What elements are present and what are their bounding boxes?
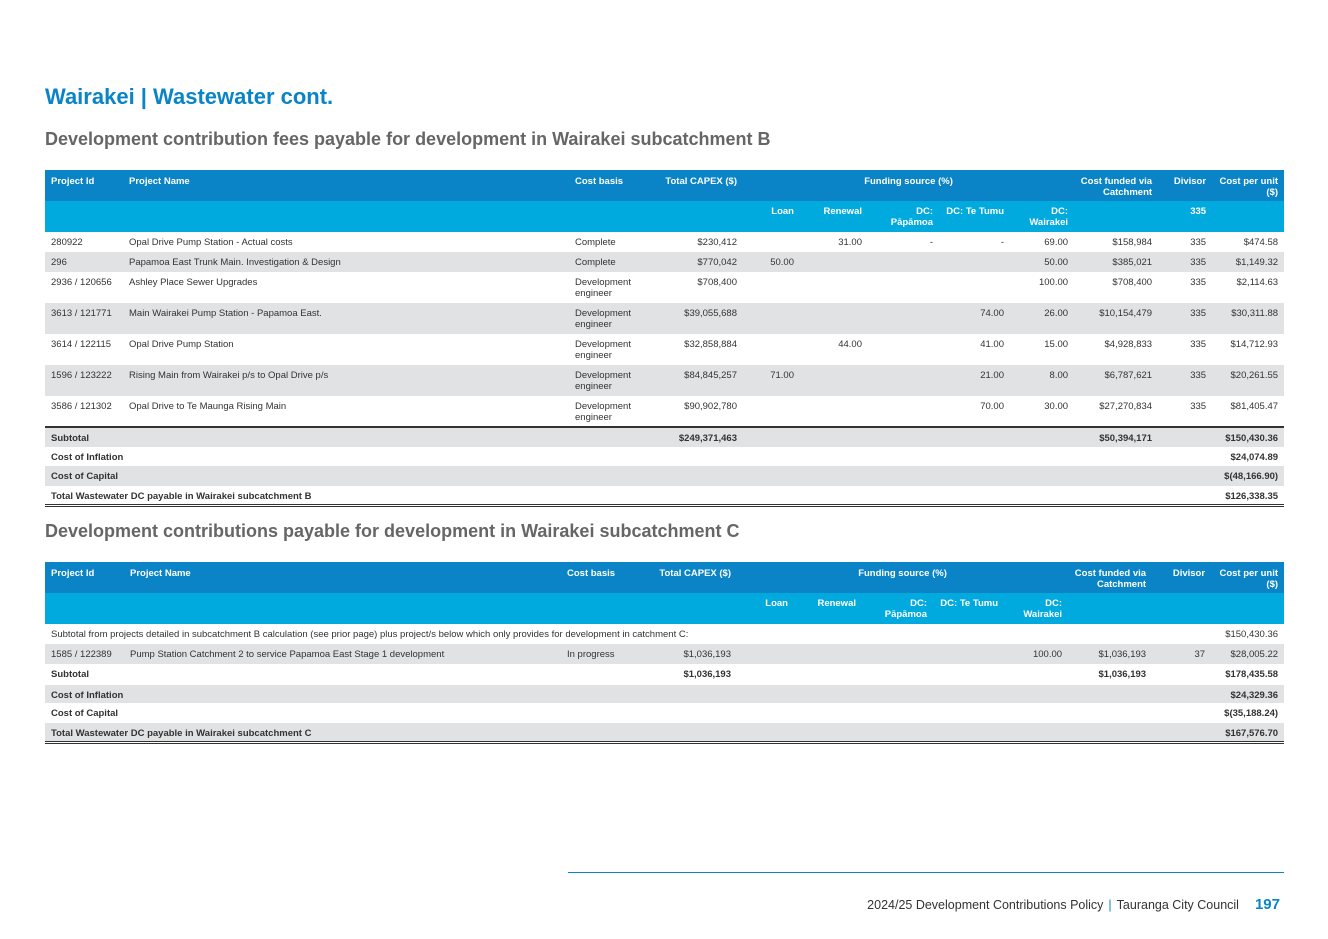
- cell-dc-wairakei: 30.00: [1010, 396, 1074, 427]
- cell-cost-funded: $385,021: [1074, 252, 1158, 272]
- cell-divisor: 335: [1158, 334, 1212, 365]
- col-project-name: Project Name: [123, 170, 569, 201]
- capital-value: $(35,188.24): [1211, 703, 1284, 723]
- cell-loan: 50.00: [743, 252, 800, 272]
- cell-dc-papamoa: [868, 334, 939, 365]
- cell-divisor: 335: [1158, 252, 1212, 272]
- subheader-row: [45, 201, 1284, 232]
- total-row: [45, 486, 1284, 505]
- cell-cost-funded: $27,270,834: [1074, 396, 1158, 427]
- cell-dc-papamoa: [868, 396, 939, 427]
- inflation-row: [45, 684, 1284, 703]
- table-row: [45, 334, 1284, 365]
- cell-loan: [743, 303, 800, 334]
- capital-row: [45, 466, 1284, 486]
- divisor-value: 335: [1158, 201, 1212, 232]
- cell-cost-basis: Development engineer: [569, 272, 657, 303]
- subtotal-funded: $50,394,171: [1074, 427, 1158, 447]
- total-value: $167,576.70: [1211, 723, 1284, 742]
- cell-loan: [743, 396, 800, 427]
- cell-renewal: 31.00: [800, 232, 868, 252]
- cell-dc-te-tumu: 21.00: [939, 365, 1010, 396]
- col-dc-te-tumu: DC: Te Tumu: [933, 593, 1004, 624]
- col-dc-wairakei: DC: Wairakei: [1004, 593, 1068, 624]
- cell-total-capex: $770,042: [657, 252, 743, 272]
- cell-cost-per-unit: $2,114.63: [1212, 272, 1284, 303]
- col-cost-per-unit: Cost per unit ($): [1212, 170, 1284, 201]
- col-funding-source: Funding source (%): [743, 170, 1074, 201]
- cell-dc-papamoa: [868, 272, 939, 303]
- cell-divisor: 335: [1158, 303, 1212, 334]
- subtotal-row: [45, 664, 1284, 684]
- cell-cost-basis: Development engineer: [569, 303, 657, 334]
- cell-dc-papamoa: [868, 252, 939, 272]
- cell-dc-te-tumu: 74.00: [939, 303, 1010, 334]
- table-row: [45, 396, 1284, 427]
- cell-loan: 71.00: [743, 365, 800, 396]
- cell-dc-te-tumu: -: [939, 232, 1010, 252]
- cell-project-id: 3586 / 121302: [45, 396, 123, 427]
- footer-council: Tauranga City Council: [1116, 898, 1239, 912]
- col-total-capex: Total CAPEX ($): [651, 562, 737, 593]
- cell-total-capex: $708,400: [657, 272, 743, 303]
- col-project-name: Project Name: [124, 562, 561, 593]
- cell-project-id: 3614 / 122115: [45, 334, 123, 365]
- cell-dc-wairakei: 8.00: [1010, 365, 1074, 396]
- cell-renewal: [800, 396, 868, 427]
- cell-cost-per-unit: $20,261.55: [1212, 365, 1284, 396]
- cell-divisor: 335: [1158, 365, 1212, 396]
- cell-dc-te-tumu: [939, 252, 1010, 272]
- subheader-row: [45, 593, 1284, 624]
- cell-dc-te-tumu: [939, 272, 1010, 303]
- table-subcatchment-c: [45, 562, 1284, 744]
- table-row: [45, 232, 1284, 252]
- cell-divisor: 37: [1152, 644, 1211, 664]
- cell-dc-wairakei: 50.00: [1010, 252, 1074, 272]
- cell-cost-basis: In progress: [561, 644, 651, 664]
- cell-cost-basis: Development engineer: [569, 396, 657, 427]
- cell-divisor: 335: [1158, 272, 1212, 303]
- cell-project-id: 3613 / 121771: [45, 303, 123, 334]
- cell-dc-wairakei: 100.00: [1010, 272, 1074, 303]
- cell-project-name: Pump Station Catchment 2 to service Papamoa East Stage 1 development: [124, 644, 561, 664]
- page-number: 197: [1254, 896, 1280, 913]
- cell-project-name: Main Wairakei Pump Station - Papamoa East.: [123, 303, 569, 334]
- total-label: Total Wastewater DC payable in Wairakei subcatchment C: [45, 723, 1211, 742]
- cell-project-name: Rising Main from Wairakei p/s to Opal Drive p/s: [123, 365, 569, 396]
- col-renewal: Renewal: [794, 593, 862, 624]
- subtotal-per-unit: $178,435.58: [1211, 664, 1284, 684]
- cell-cost-per-unit: $81,405.47: [1212, 396, 1284, 427]
- cell-project-id: 280922: [45, 232, 123, 252]
- subtotal-per-unit: $150,430.36: [1212, 427, 1284, 447]
- cell-loan: [743, 334, 800, 365]
- cell-dc-wairakei: 15.00: [1010, 334, 1074, 365]
- carry-value: $150,430.36: [1211, 624, 1284, 644]
- subtotal-capex: $1,036,193: [651, 664, 737, 684]
- col-cost-per-unit: Cost per unit ($): [1211, 562, 1284, 593]
- cell-cost-per-unit: $14,712.93: [1212, 334, 1284, 365]
- cell-dc-papamoa: -: [868, 232, 939, 252]
- col-funding-source: Funding source (%): [737, 562, 1068, 593]
- col-divisor: Divisor: [1158, 170, 1212, 201]
- carry-label: Subtotal from projects detailed in subcatchment B calculation (see prior page) plus project/s below which only provides for development in catchment C:: [45, 624, 1211, 644]
- table-row: [45, 272, 1284, 303]
- cell-cost-funded: $1,036,193: [1068, 644, 1152, 664]
- col-cost-funded: Cost funded via Catchment: [1074, 170, 1158, 201]
- cell-total-capex: $90,902,780: [657, 396, 743, 427]
- cell-cost-basis: Complete: [569, 252, 657, 272]
- table-row: [45, 644, 1284, 664]
- cell-renewal: [800, 252, 868, 272]
- cell-project-name: Ashley Place Sewer Upgrades: [123, 272, 569, 303]
- col-dc-wairakei: DC: Wairakei: [1010, 201, 1074, 232]
- cell-dc-te-tumu: 41.00: [939, 334, 1010, 365]
- total-row: [45, 723, 1284, 742]
- subtotal-funded: $1,036,193: [1068, 664, 1152, 684]
- cell-total-capex: $1,036,193: [651, 644, 737, 664]
- total-value: $126,338.35: [1212, 486, 1284, 505]
- cell-cost-funded: $158,984: [1074, 232, 1158, 252]
- col-loan: Loan: [743, 201, 800, 232]
- cell-project-name: Opal Drive Pump Station: [123, 334, 569, 365]
- cell-dc-wairakei: 100.00: [1004, 644, 1068, 664]
- table-subcatchment-b: [45, 170, 1284, 507]
- cell-renewal: [800, 365, 868, 396]
- cell-project-id: 1585 / 122389: [45, 644, 124, 664]
- cell-dc-papamoa: [862, 644, 933, 664]
- cell-dc-te-tumu: 70.00: [939, 396, 1010, 427]
- table-row: [45, 303, 1284, 334]
- cell-loan: [737, 644, 794, 664]
- footer-policy: 2024/25 Development Contributions Policy: [867, 898, 1104, 912]
- cell-total-capex: $39,055,688: [657, 303, 743, 334]
- cell-project-name: Opal Drive to Te Maunga Rising Main: [123, 396, 569, 427]
- cell-cost-per-unit: $474.58: [1212, 232, 1284, 252]
- table-row: [45, 365, 1284, 396]
- cell-cost-funded: $6,787,621: [1074, 365, 1158, 396]
- cell-renewal: [794, 644, 862, 664]
- cell-project-name: Papamoa East Trunk Main. Investigation & Design: [123, 252, 569, 272]
- cell-dc-wairakei: 26.00: [1010, 303, 1074, 334]
- cell-total-capex: $84,845,257: [657, 365, 743, 396]
- section-c-heading: Development contributions payable for development in Wairakei subcatchment C: [45, 521, 740, 541]
- cell-cost-funded: $708,400: [1074, 272, 1158, 303]
- cell-cost-per-unit: $28,005.22: [1211, 644, 1284, 664]
- cell-renewal: 44.00: [800, 334, 868, 365]
- cell-project-name: Opal Drive Pump Station - Actual costs: [123, 232, 569, 252]
- cell-dc-wairakei: 69.00: [1010, 232, 1074, 252]
- cell-divisor: 335: [1158, 396, 1212, 427]
- cell-cost-basis: Development engineer: [569, 334, 657, 365]
- cell-cost-basis: Complete: [569, 232, 657, 252]
- total-label: Total Wastewater DC payable in Wairakei subcatchment B: [45, 486, 1212, 505]
- cell-project-id: 296: [45, 252, 123, 272]
- inflation-row: [45, 447, 1284, 466]
- subtotal-row: [45, 427, 1284, 447]
- cell-cost-per-unit: $1,149.32: [1212, 252, 1284, 272]
- cell-total-capex: $32,858,884: [657, 334, 743, 365]
- footer-divider: [568, 872, 1284, 873]
- subtotal-label: Subtotal: [45, 664, 561, 684]
- carry-row: [45, 624, 1284, 644]
- inflation-value: $24,329.36: [1211, 684, 1284, 703]
- capital-row: [45, 703, 1284, 723]
- cell-dc-papamoa: [868, 365, 939, 396]
- col-renewal: Renewal: [800, 201, 868, 232]
- col-cost-funded: Cost funded via Catchment: [1068, 562, 1152, 593]
- col-dc-papamoa: DC: Pāpāmoa: [862, 593, 933, 624]
- col-divisor: Divisor: [1152, 562, 1211, 593]
- cell-renewal: [800, 272, 868, 303]
- header-row: [45, 170, 1284, 201]
- subtotal-capex: $249,371,463: [657, 427, 743, 447]
- cell-cost-basis: Development engineer: [569, 365, 657, 396]
- cell-dc-te-tumu: [933, 644, 1004, 664]
- footer-separator: |: [1108, 898, 1112, 912]
- page-title: Wairakei | Wastewater cont.: [45, 84, 334, 109]
- col-project-id: Project Id: [45, 170, 123, 201]
- col-project-id: Project Id: [45, 562, 124, 593]
- page-footer: [867, 896, 1280, 913]
- cell-cost-funded: $10,154,479: [1074, 303, 1158, 334]
- inflation-value: $24,074.89: [1212, 447, 1284, 466]
- cell-divisor: 335: [1158, 232, 1212, 252]
- cell-renewal: [800, 303, 868, 334]
- subtotal-label: Subtotal: [45, 427, 569, 447]
- cell-cost-funded: $4,928,833: [1074, 334, 1158, 365]
- cell-cost-per-unit: $30,311.88: [1212, 303, 1284, 334]
- cell-loan: [743, 232, 800, 252]
- col-cost-basis: Cost basis: [561, 562, 651, 593]
- col-loan: Loan: [737, 593, 794, 624]
- inflation-label: Cost of Inflation: [45, 447, 1212, 466]
- capital-label: Cost of Capital: [45, 466, 1212, 486]
- capital-value: $(48,166.90): [1212, 466, 1284, 486]
- inflation-label: Cost of Inflation: [45, 684, 1211, 703]
- cell-total-capex: $230,412: [657, 232, 743, 252]
- col-total-capex: Total CAPEX ($): [657, 170, 743, 201]
- col-cost-basis: Cost basis: [569, 170, 657, 201]
- cell-dc-papamoa: [868, 303, 939, 334]
- cell-loan: [743, 272, 800, 303]
- col-dc-te-tumu: DC: Te Tumu: [939, 201, 1010, 232]
- table-row: [45, 252, 1284, 272]
- cell-project-id: 1596 / 123222: [45, 365, 123, 396]
- section-b-heading: Development contribution fees payable for development in Wairakei subcatchment B: [45, 129, 771, 149]
- col-dc-papamoa: DC: Pāpāmoa: [868, 201, 939, 232]
- header-row: [45, 562, 1284, 593]
- capital-label: Cost of Capital: [45, 703, 1211, 723]
- cell-project-id: 2936 / 120656: [45, 272, 123, 303]
